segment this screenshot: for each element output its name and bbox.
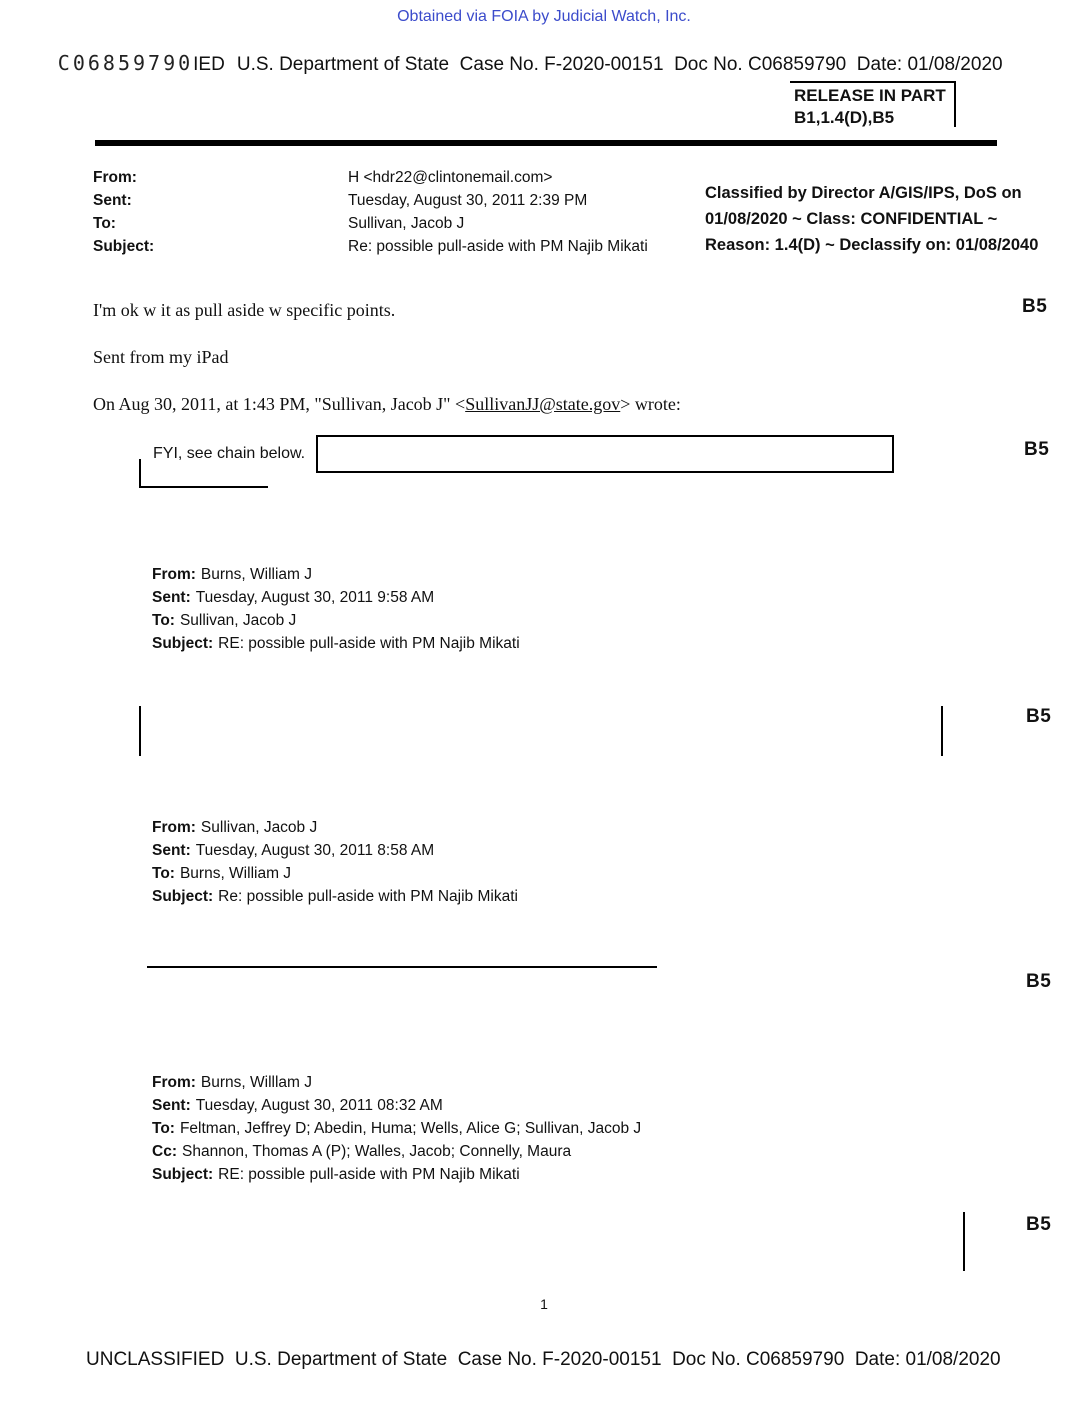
to-value: Feltman, Jeffrey D; Abedin, Huma; Wells, Alice G; Sullivan, Jacob J (179, 1120, 642, 1137)
header-row-to (93, 212, 648, 235)
quote-intro-line (93, 394, 681, 415)
chain3-row-from (152, 1071, 641, 1094)
fyi-text: FYI, see chain below. (153, 445, 306, 462)
chain1-row-to (152, 609, 520, 632)
subject-value: RE: possible pull-aside with PM Najib Mikati (218, 1166, 520, 1183)
redaction-code-b5: B5 (1022, 296, 1048, 317)
footer-line: UNCLASSIFIED U.S. Department of State Case No. F-2020-00151 Doc No. C06859790 Date: 01/08/2020 (86, 1349, 1001, 1370)
from-value: Burns, William J (200, 566, 313, 583)
sent-value: Tuesday, August 30, 2011 9:58 AM (195, 589, 435, 606)
sent-label: Sent: (152, 589, 191, 606)
sent-value: Tuesday, August 30, 2011 08:32 AM (195, 1097, 443, 1114)
subject-value: Re: possible pull-aside with PM Najib Mikati (218, 888, 518, 905)
reply-text: I'm ok w it as pull aside w specific points. (93, 300, 396, 320)
release-line-2: B1,1.4(D),B5 (794, 108, 895, 127)
foia-banner: Obtained via FOIA by Judicial Watch, Inc. (397, 8, 691, 25)
doc-number-stamp: C06859790 (57, 51, 194, 75)
classification-line-2: 01/08/2020 ~ Class: CONFIDENTIAL ~ (705, 210, 998, 228)
redaction-edge-bottom (963, 1212, 965, 1271)
sent-value: Tuesday, August 30, 2011 8:58 AM (195, 842, 435, 859)
to-value: Sullivan, Jacob J (348, 215, 465, 232)
chained-email-3-header (152, 1071, 641, 1186)
from-label: From: (152, 819, 196, 836)
subject-label: Subject: (152, 888, 214, 905)
to-value: Sullivan, Jacob J (179, 612, 297, 629)
sent-label: Sent: (93, 192, 132, 209)
message-header (93, 166, 648, 258)
to-label: To: (152, 1120, 175, 1137)
from-value: H <hdr22@clintonemail.com> (348, 169, 553, 186)
to-label: To: (93, 215, 116, 232)
chain3-row-to (152, 1117, 641, 1140)
classification-line-1: Classified by Director A/GIS/IPS, DoS on (705, 184, 1022, 202)
chain1-row-from (152, 563, 520, 586)
chain1-row-subject (152, 632, 520, 655)
subject-value: Re: possible pull-aside with PM Najib Mikati (348, 238, 648, 255)
subject-label: Subject: (93, 238, 155, 255)
to-label: To: (152, 865, 175, 882)
subject-label: Subject: (152, 635, 214, 652)
top-header-text: U.S. Department of State Case No. F-2020-00151 Doc No. C06859790 Date: 01/08/2020 (236, 54, 1003, 75)
header-divider-rule (95, 140, 997, 146)
from-value: Sullivan, Jacob J (200, 819, 318, 836)
subject-label: Subject: (152, 1166, 214, 1183)
redaction-edge-right (941, 706, 943, 756)
redaction-code-b5: B5 (1024, 439, 1050, 460)
header-row-from (93, 166, 648, 189)
unclassified-tail: IED (193, 54, 225, 75)
chain3-row-sent (152, 1094, 641, 1117)
sent-label: Sent: (152, 842, 191, 859)
redaction-box (316, 435, 894, 473)
chain2-row-from (152, 816, 518, 839)
chain2-row-subject (152, 885, 518, 908)
sent-value: Tuesday, August 30, 2011 2:39 PM (348, 192, 588, 209)
classification-line-3: Reason: 1.4(D) ~ Declassify on: 01/08/2040 (705, 236, 1039, 254)
redaction-code-b5: B5 (1026, 706, 1052, 727)
to-value: Burns, William J (179, 865, 292, 882)
redaction-code-b5: B5 (1026, 971, 1052, 992)
header-row-sent (93, 189, 648, 212)
chain3-row-subject (152, 1163, 641, 1186)
cc-value: Shannon, Thomas A (P); Walles, Jacob; Connelly, Maura (181, 1143, 572, 1160)
email-address-link: SullivanJJ@state.gov (465, 394, 621, 414)
quote-suffix: > wrote: (620, 394, 681, 414)
subject-value: RE: possible pull-aside with PM Najib Mikati (218, 635, 520, 652)
chained-email-1-header (152, 563, 520, 655)
redaction-code-b5: B5 (1026, 1214, 1052, 1235)
chain1-row-sent (152, 586, 520, 609)
header-row-subject (93, 235, 648, 258)
chain2-row-to (152, 862, 518, 885)
redaction-edge-left (139, 706, 141, 756)
redaction-underline (147, 966, 657, 968)
from-value: Burns, Willlam J (200, 1074, 313, 1091)
from-label: From: (152, 566, 196, 583)
to-label: To: (152, 612, 175, 629)
from-label: From: (152, 1074, 196, 1091)
chain3-row-cc (152, 1140, 641, 1163)
classification-block (705, 180, 1057, 258)
chained-email-2-header (152, 816, 518, 908)
release-line-1: RELEASE IN PART (794, 86, 946, 105)
redaction-outline-vertical (139, 459, 141, 488)
redaction-outline-horizontal (139, 486, 268, 488)
sent-label: Sent: (152, 1097, 191, 1114)
signature-text: Sent from my iPad (93, 347, 229, 367)
chain2-row-sent (152, 839, 518, 862)
release-in-part-box (790, 81, 956, 127)
cc-label: Cc: (152, 1143, 177, 1160)
from-label: From: (93, 169, 137, 186)
quote-prefix: On Aug 30, 2011, at 1:43 PM, "Sullivan, Jacob J" < (93, 394, 466, 414)
page-number: 1 (540, 1296, 548, 1312)
